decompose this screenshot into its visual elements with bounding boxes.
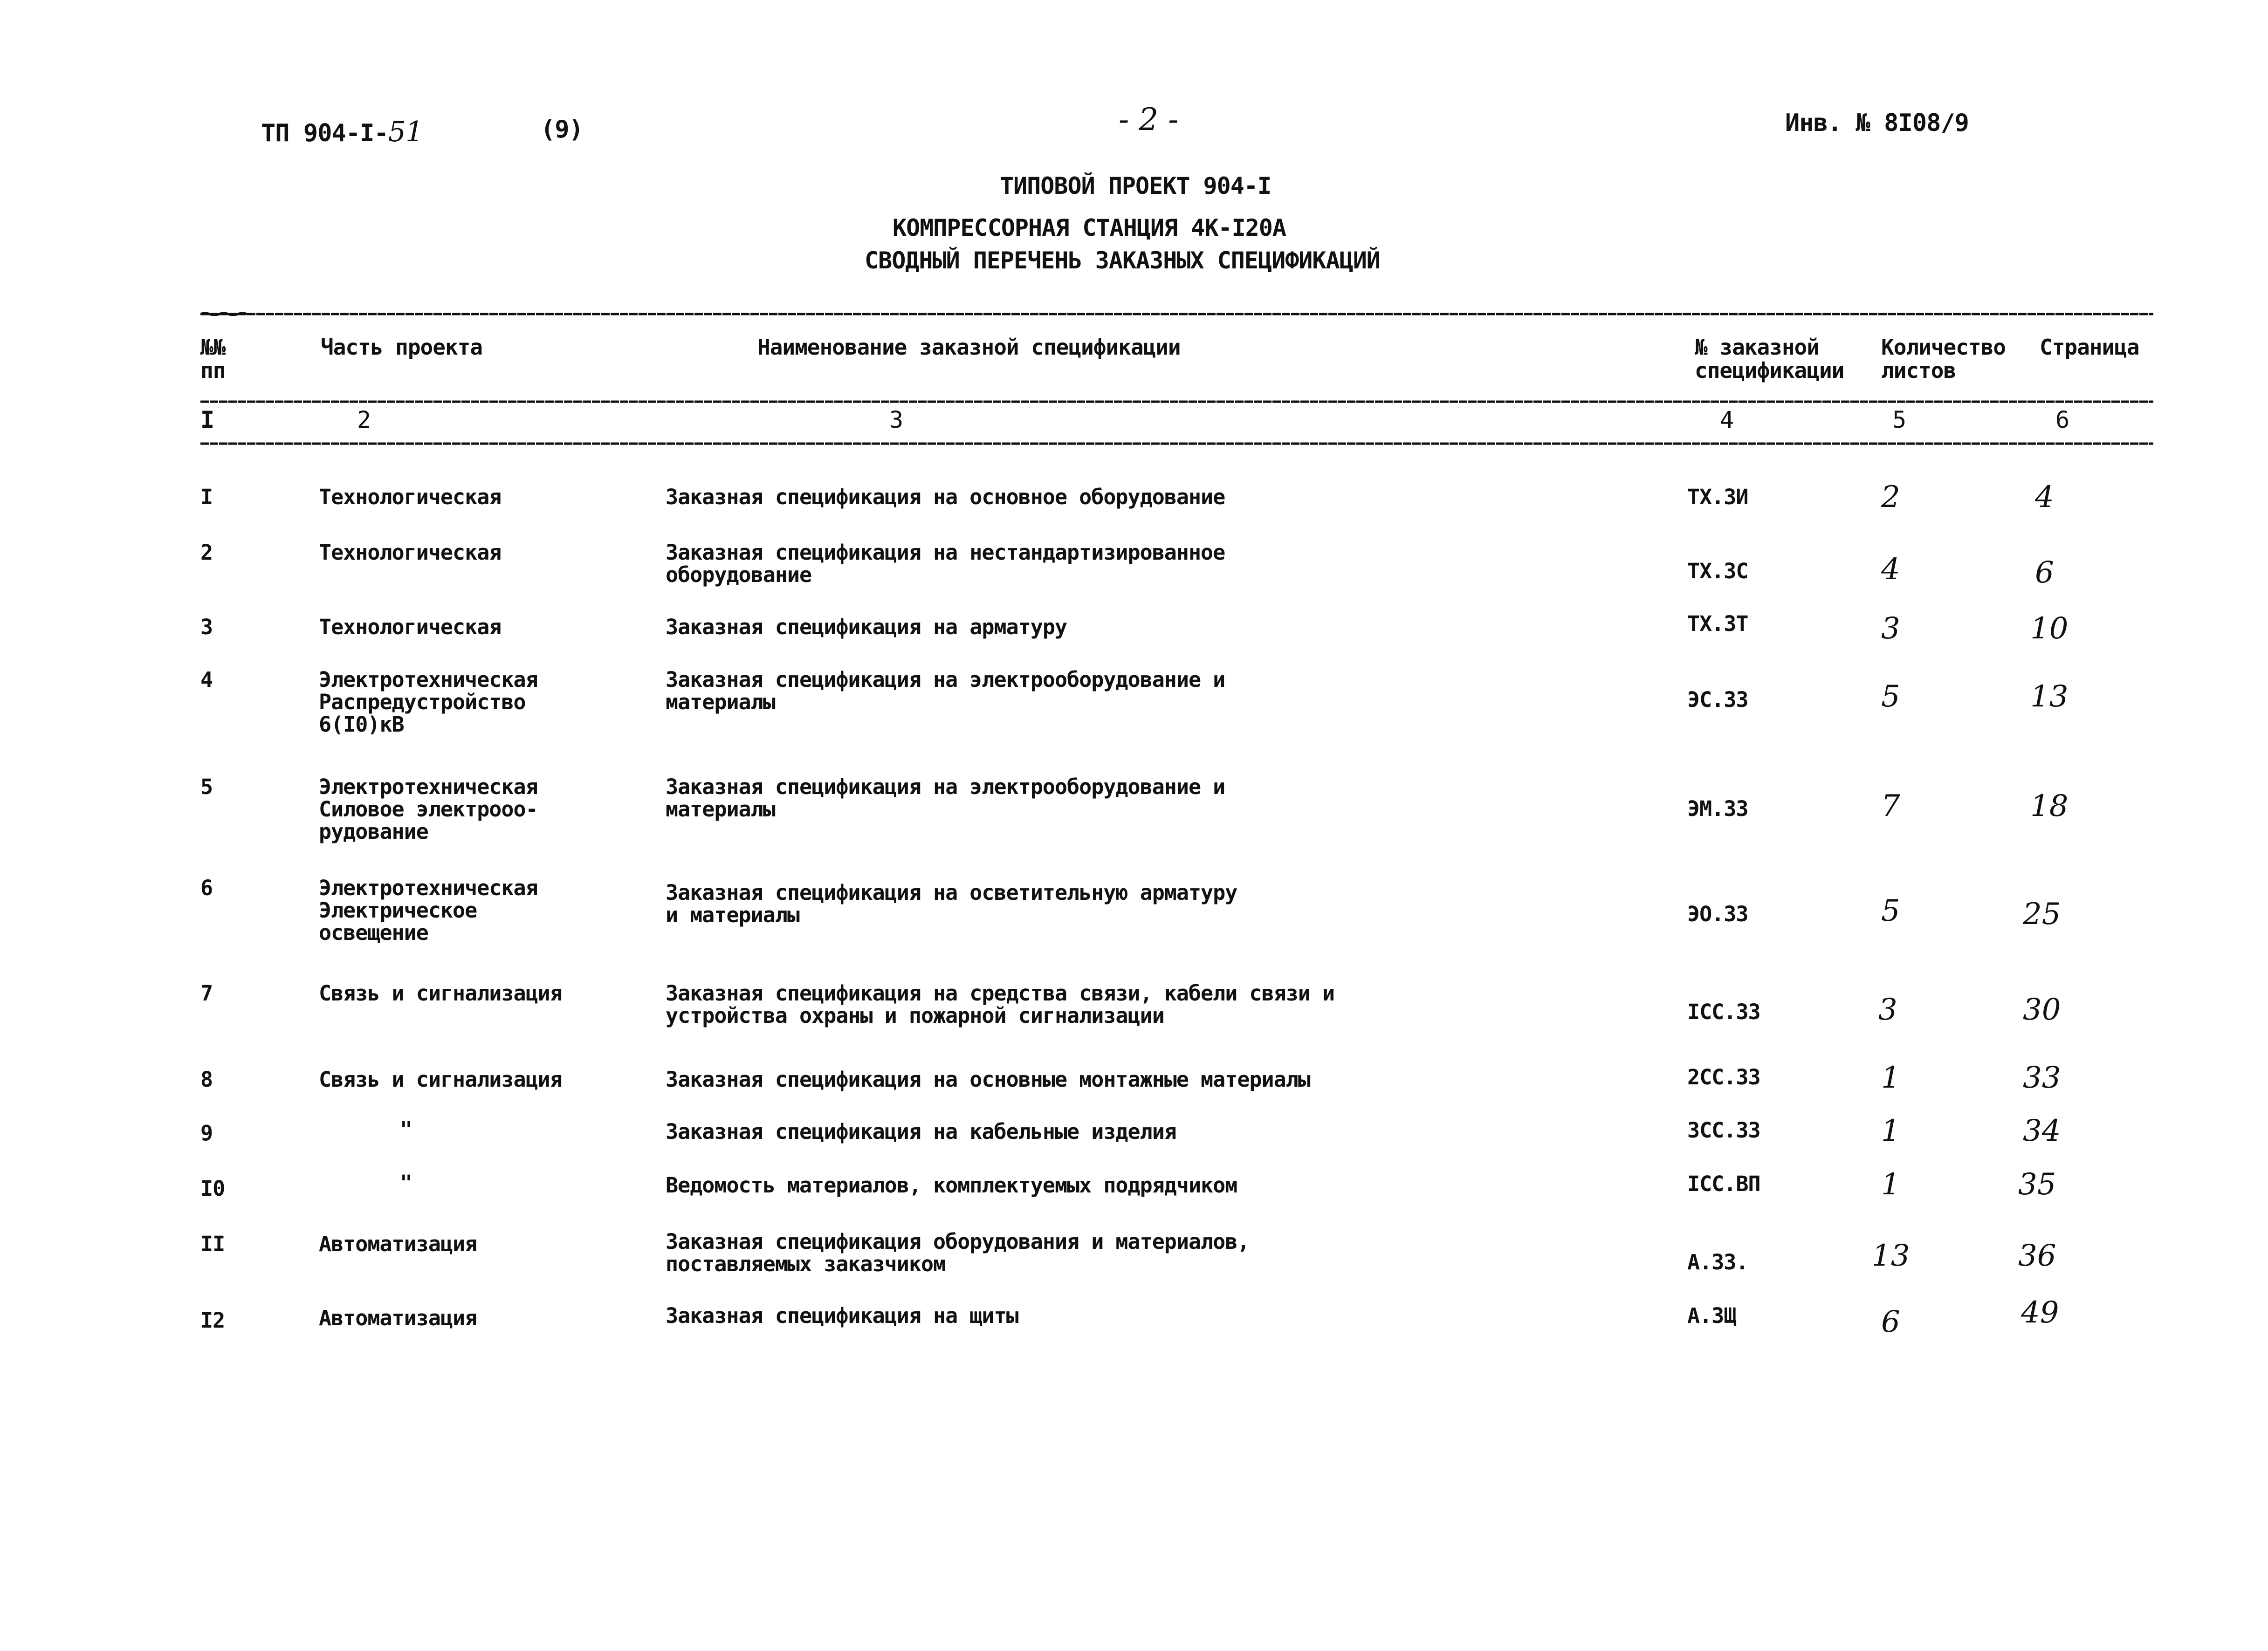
document-code-text: ТП 904-I- [261,119,388,147]
row-3-page: 10 [2030,611,2069,646]
row-4-code: ЭС.ЗЗ [1687,687,1748,712]
row-11-page: 36 [2018,1239,2056,1273]
row-7-page: 30 [2023,993,2061,1027]
row-11-name [666,1231,1249,1275]
title-line-1: ТИПОВОЙ ПРОЕКТ 904-I [1000,172,1271,199]
row-12-sheets: 6 [1881,1305,1900,1339]
row-5-page: 18 [2030,789,2069,823]
row-3-code: ТХ.ЗТ [1687,611,1748,636]
row-4-part-line1: Электротехническая [319,667,538,692]
row-12-page: 49 [2021,1295,2059,1330]
row-7-name-line1: Заказная спецификация на средства связи, кабели связи и [666,981,1335,1006]
row-11-sheets: 13 [1872,1239,1910,1273]
row-7-number: 7 [200,981,213,1006]
row-4-part-line2: Распредустройство [319,690,526,714]
column-header-page [2040,336,2139,359]
row-6-number: 6 [200,876,213,900]
row-7-name [666,982,1334,1027]
row-2-part [319,541,501,564]
row-5-part-line2: Силовое электрооо- [319,797,538,822]
inventory-number: Инв. № 8I08/9 [1785,109,1969,137]
row-8-sheets: 1 [1881,1061,1900,1095]
row-2-number: 2 [200,540,213,565]
document-code-handwritten: 51 [388,116,423,148]
page-number: - 2 - [1119,102,1179,137]
row-5-name [666,776,1225,821]
column-header-name-line1: Наименование заказной спецификации [757,335,1181,360]
row-2-name-line2: оборудование [666,562,812,587]
column-number-4: 4 [1720,406,1734,433]
row-6-part-line2: Электрическое [319,898,477,923]
row-10-name [666,1174,1237,1197]
row-2-sheets: 4 [1881,552,1900,587]
row-1-part [319,486,501,508]
row-2-page: 6 [2035,555,2054,590]
table-top-rule [200,312,2153,316]
row-11-code: А.ЗЗ. [1687,1250,1748,1274]
row-4-sheets: 5 [1881,679,1900,714]
column-header-name [757,336,1181,359]
row-9-page: 34 [2023,1114,2061,1148]
column-number-3: 3 [889,406,904,433]
row-9-name [666,1121,1176,1143]
row-12-number: I2 [200,1308,225,1333]
row-7-sheets: 3 [1878,993,1897,1027]
column-number-6: 6 [2055,406,2070,433]
row-10-sheets: 1 [1881,1167,1900,1202]
row-10-page: 35 [2018,1167,2056,1202]
column-header-sheets [1881,336,2006,382]
column-header-code-line1: № заказной [1695,335,1819,360]
row-12-code: А.ЗЩ [1687,1303,1736,1328]
row-2-part-line1: Технологическая [319,540,502,565]
row-11-name-line2: поставляемых заказчиком [666,1252,946,1276]
row-1-part-line1: Технологическая [319,485,502,509]
row-11-number: II [200,1232,225,1256]
column-header-code-line2: спецификации [1695,358,1844,383]
row-8-part-line1: Связь и сигнализация [319,1067,562,1092]
column-header-page-line1: Страница [2040,335,2139,360]
row-6-part-line3: освещение [319,920,428,945]
row-6-sheets: 5 [1881,894,1900,928]
row-8-number: 8 [200,1067,213,1092]
column-number-5: 5 [1892,406,1907,433]
row-3-number: 3 [200,615,213,639]
row-6-name [666,882,1237,926]
row-3-sheets: 3 [1881,611,1900,646]
row-4-number: 4 [200,667,213,692]
row-10-code: ICC.ВП [1687,1171,1760,1196]
row-7-part [319,982,562,1005]
row-8-part [319,1069,562,1091]
row-5-part [319,776,538,843]
row-6-name-line1: Заказная спецификация на осветительную арматуру [666,880,1237,905]
row-6-code: ЭО.ЗЗ [1687,902,1748,926]
row-9-part [400,1118,412,1141]
row-12-part-line1: Автоматизация [319,1306,477,1330]
row-12-name [666,1305,1018,1327]
row-4-part [319,669,538,736]
row-10-part [400,1172,412,1194]
row-9-number: 9 [200,1121,213,1145]
column-header-part-line1: Часть проекта [321,335,483,360]
row-4-name-line2: материалы [666,690,775,714]
row-3-name-line1: Заказная спецификация на арматуру [666,615,1067,639]
title-line-2: КОМПРЕССОРНАЯ СТАНЦИЯ 4К-I20А [893,214,1286,241]
row-4-part-line3: 6(I0)кВ [319,712,404,737]
column-header-sheets-line1: Количество [1881,335,2006,360]
column-header-code [1695,336,1844,382]
sheet-reference: (9) [541,116,583,144]
row-1-number: I [200,485,213,509]
row-5-part-line1: Электротехническая [319,774,538,799]
row-4-name [666,669,1225,713]
row-5-sheets: 7 [1881,789,1900,823]
row-12-name-line1: Заказная спецификация на щиты [666,1303,1018,1328]
row-4-name-line1: Заказная спецификация на электрооборудование и [666,667,1225,692]
row-7-name-line2: устройства охраны и пожарной сигнализации [666,1003,1164,1028]
row-12-part [319,1307,477,1329]
row-2-code: ТХ.ЗС [1687,559,1748,583]
document-code [261,116,423,148]
row-5-part-line3: рудование [319,819,428,844]
row-9-part-line1: " [400,1117,412,1142]
row-5-name-line2: материалы [666,797,775,822]
row-2-name-line1: Заказная спецификация на нестандартизированное [666,540,1225,565]
column-header-number [200,336,225,382]
row-11-name-line1: Заказная спецификация оборудования и материалов, [666,1229,1250,1254]
row-6-part [319,877,538,944]
column-header-part [321,336,482,359]
row-9-sheets: 1 [1881,1114,1900,1148]
row-6-name-line2: и материалы [666,903,800,927]
row-6-part-line1: Электротехническая [319,876,538,900]
column-number-1: I [200,406,215,433]
row-1-name-line1: Заказная спецификация на основное оборудование [666,485,1225,509]
row-7-part-line1: Связь и сигнализация [319,981,562,1006]
column-numbers-rule [200,442,2153,445]
row-8-code: 2CC.ЗЗ [1687,1065,1760,1089]
row-9-code: 3CC.ЗЗ [1687,1118,1760,1143]
row-9-name-line1: Заказная спецификация на кабельные изделия [666,1119,1176,1144]
row-8-page: 33 [2023,1061,2061,1095]
row-10-name-line1: Ведомость материалов, комплектуемых подрядчиком [666,1173,1237,1198]
row-3-part [319,616,501,638]
column-header-sheets-line2: листов [1881,358,1956,383]
row-1-sheets: 2 [1881,480,1900,514]
column-header-number-line2: пп [200,358,226,383]
row-11-part-line1: Автоматизация [319,1232,477,1256]
column-number-2: 2 [357,406,371,433]
row-6-page: 25 [2023,897,2061,932]
row-11-part [319,1233,477,1255]
row-1-page: 4 [2035,480,2054,514]
row-5-number: 5 [200,774,213,799]
row-4-page: 13 [2030,679,2069,714]
row-2-name [666,541,1225,586]
row-3-name [666,616,1067,638]
row-5-name-line1: Заказная спецификация на электрооборудование и [666,774,1225,799]
row-7-code: ICC.ЗЗ [1687,1000,1760,1024]
column-header-number-line1: №№ [200,335,226,360]
row-5-code: ЭМ.ЗЗ [1687,796,1748,821]
row-10-number: I0 [200,1176,225,1201]
header-bottom-rule [200,400,2153,404]
row-8-name [666,1069,1310,1091]
row-1-code: ТХ.ЗИ [1687,485,1748,509]
row-10-part-line1: " [400,1171,412,1195]
row-8-name-line1: Заказная спецификация на основные монтажные материалы [666,1067,1310,1092]
row-1-name [666,486,1225,508]
row-3-part-line1: Технологическая [319,615,502,639]
title-line-3: СВОДНЫЙ ПЕРЕЧЕНЬ ЗАКАЗНЫХ СПЕЦИФИКАЦИЙ [865,247,1380,274]
